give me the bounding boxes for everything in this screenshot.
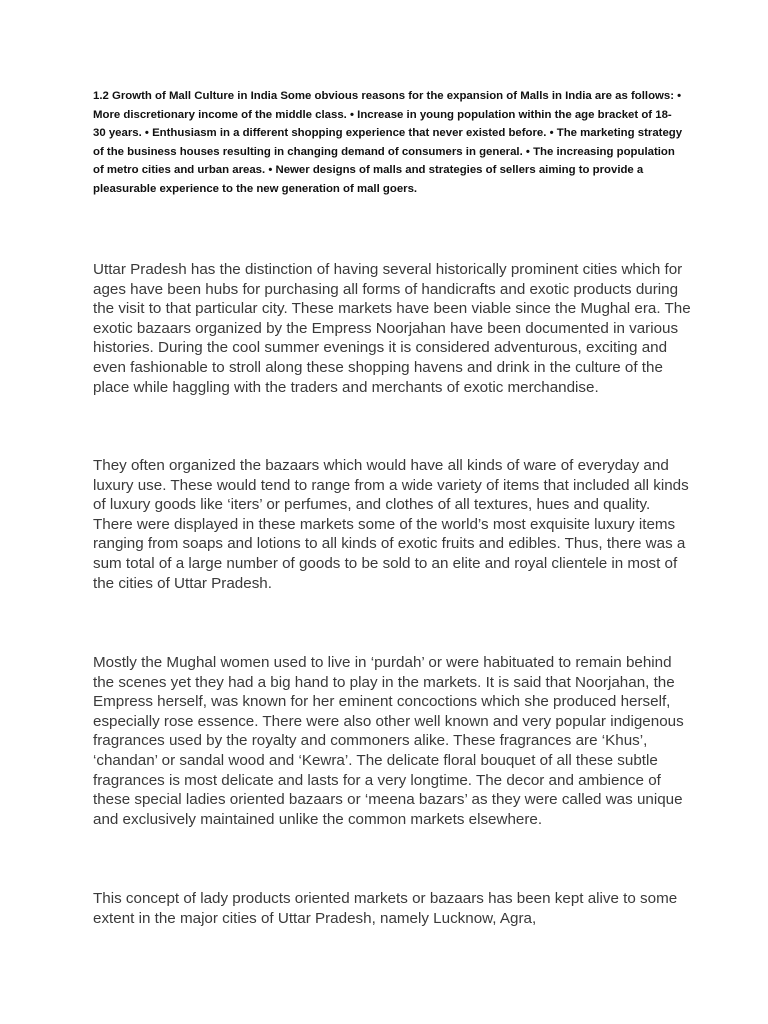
body-paragraph-1: Uttar Pradesh has the distinction of having several historically prominent cities which for ages have been hubs for purchasing all forms of handicrafts and exotic products during the visit to that particular city. These markets have been viable since the Mughal era. The exotic bazaars organized by the Empress Noorjahan have been documented in various histories. During the cool summer evenings it is considered adventurous, exciting and even fashionable to stroll along these shopping havens and drink in the culture of the place while haggling with the traders and merchants of exotic merchandise. bbox=[93, 261, 691, 396]
body-paragraph-2: They often organized the bazaars which would have all kinds of ware of everyday and luxury use. These would tend to range from a wide variety of items that included all kinds of luxury goods like ‘iters’ or perfumes, and clothes of all textures, hues and quality. There were displayed in these markets some of the world’s most exquisite luxury items ranging from soaps and lotions to all kinds of exotic fruits and edibles. Thus, there was a sum total of a large number of goods to be sold to an elite and royal clientele in most of the cities of Uttar Pradesh. bbox=[93, 457, 689, 592]
intro-heading-paragraph: 1.2 Growth of Mall Culture in India Some obvious reasons for the expansion of Malls in India are as follows: • More discretionary income of the middle class. • Increase in young population within the age bracket of 18-30 years. • Enthusiasm in a different shopping experience that never existed before. • The marketing strategy of the business houses resulting in changing demand of consumers in general. • The increasing population of metro cities and urban areas. • Newer designs of malls and strategies of sellers aiming to provide a pleasurable experience to the new generation of mall goers. bbox=[93, 90, 683, 195]
body-paragraph-4: This concept of lady products oriented markets or bazaars has been kept alive to some extent in the major cities of Uttar Pradesh, namely Lucknow, Agra, bbox=[93, 890, 678, 927]
body-paragraph-3: Mostly the Mughal women used to live in ‘purdah’ or were habituated to remain behind the scenes yet they had a big hand to play in the markets. It is said that Noorjahan, the Empress herself, was known for her eminent concoctions which she produced herself, especially rose essence. There were also other well known and very popular indigenous fragrances used by the royalty and commoners alike. These fragrances are ‘Khus’, ‘chandan’ or sandal wood and ‘Kewra’. The delicate floral bouquet of all these subtle fragrances is most delicate and lasts for a very longtime. The decor and ambience of these special ladies oriented bazaars or ‘meena bazars’ as they were called was unique and exclusively maintained unlike the common markets elsewhere. bbox=[93, 654, 684, 828]
